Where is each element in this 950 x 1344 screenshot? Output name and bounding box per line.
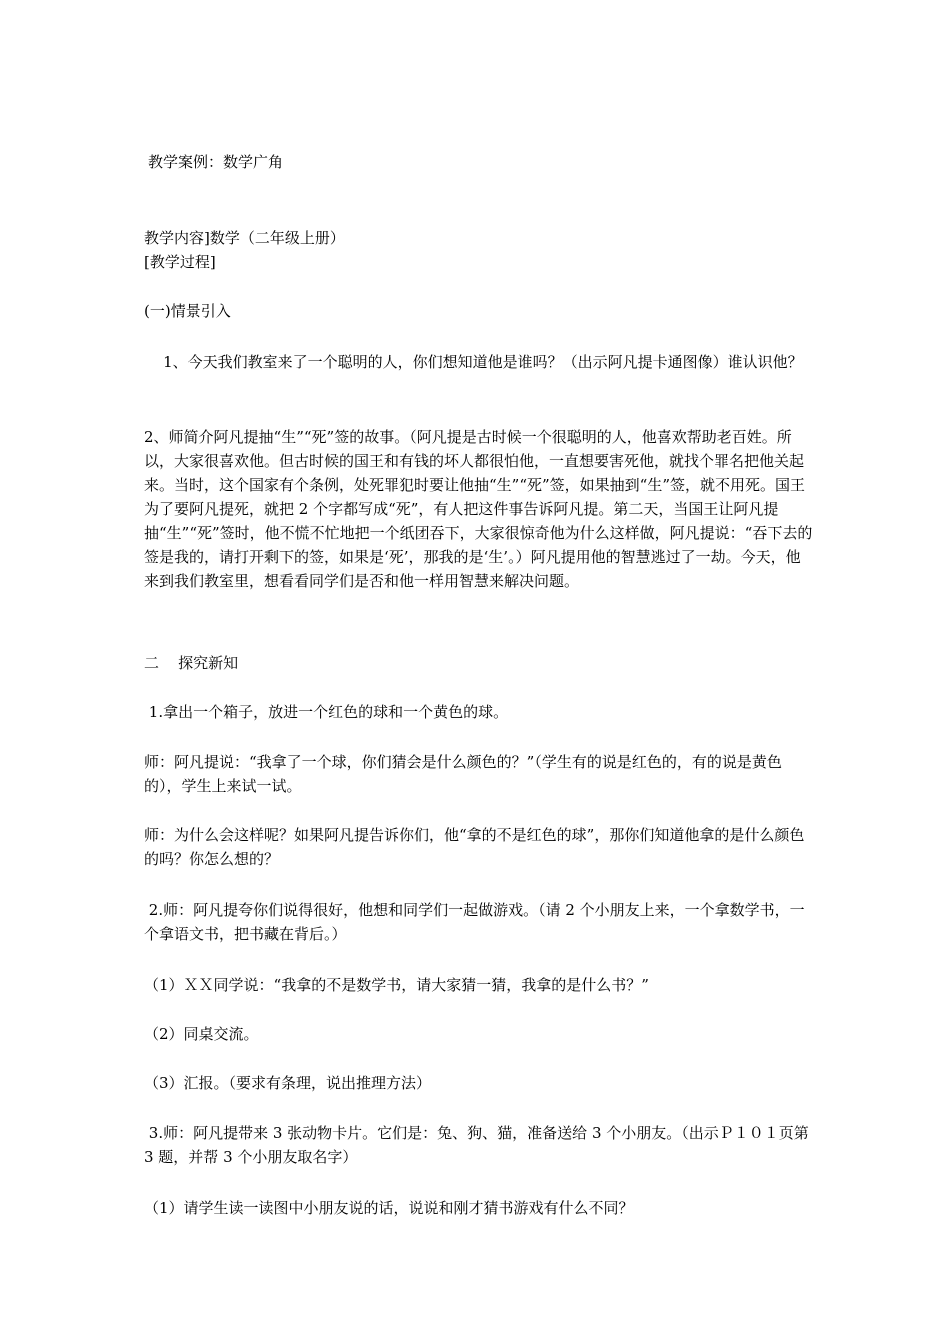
paragraph-step-2-discuss: （2）同桌交流。 [144, 1025, 259, 1043]
paragraph-intro-1: 1、今天我们教室来了一个聪明的人，你们想知道他是谁吗？（出示阿凡提卡通图像）谁认识他？ [144, 353, 803, 371]
paragraph-teacher-why: 师：为什么会这样呢？如果阿凡提告诉你们，他“拿的不是红色的球”，那你们知道他拿的是什么颜色的吗？你怎么想的？ [144, 826, 805, 868]
paragraph-teaching-content: 教学内容]数学（二年级上册） [144, 229, 345, 247]
paragraph-teacher-ball-question: 师：阿凡提说：“我拿了一个球，你们猜会是什么颜色的？”（学生有的说是红色的，有的说是黄色的），学生上来试一试。 [144, 753, 782, 795]
paragraph-step-1-read-dialog: （1）请学生读一读图中小朋友说的话，说说和刚才猜书游戏有什么不同？ [144, 1199, 634, 1217]
document-title: 教学案例：数学广角 [148, 153, 284, 171]
paragraph-step-1-guess-book: （1）ＸＸ同学说：“我拿的不是数学书，请大家猜一猜，我拿的是什么书？” [144, 976, 649, 994]
heading-explore-new: 二 探究新知 [144, 654, 239, 672]
paragraph-intro-2-story: 2、师简介阿凡提抽“生”“死”签的故事。（阿凡提是古时候一个很聪明的人，他喜欢帮助老百姓。所以，大家很喜欢他。但古时候的国王和有钱的坏人都很怕他，一直想要害死他，就找个罪名把他关起来。当时，这个国家有个条例，处死罪犯时要让他抽“生”“死”签，如果抽到“生”签，就不用死。国王为了要阿凡提死，就把 2 个字都写成“死”，有人把这件事告诉阿凡提。第二天，当国王让阿凡提抽“生”“死”签时，他不慌不忙地把一个纸团吞下，大家很惊奇他为什么这样做，阿凡提说：“吞下去的签是我的，请打开剩下的签，如果是‘死’，那我的是‘生’。）阿凡提用他的智慧逃过了一劫。今天，他来到我们教室里，想看看同学们是否和他一样用智慧来解决问题。 [144, 428, 813, 590]
paragraph-explore-2: 2.师：阿凡提夸你们说得很好，他想和同学们一起做游戏。（请 2 个小朋友上来，一个拿数学书，一个拿语文书，把书藏在背后。） [144, 901, 805, 943]
paragraph-explore-3: 3.师：阿凡提带来 3 张动物卡片。它们是：兔、狗、猫，准备送给 3 个小朋友。（出示Ｐ１０１页第 3 题，并帮 3 个小朋友取名字） [144, 1124, 814, 1166]
paragraph-step-3-report: （3）汇报。（要求有条理，说出推理方法） [144, 1074, 432, 1092]
heading-scene-intro: (一)情景引入 [144, 302, 231, 320]
paragraph-explore-1: 1.拿出一个箱子，放进一个红色的球和一个黄色的球。 [144, 703, 509, 721]
paragraph-teaching-process: [教学过程] [144, 253, 216, 271]
